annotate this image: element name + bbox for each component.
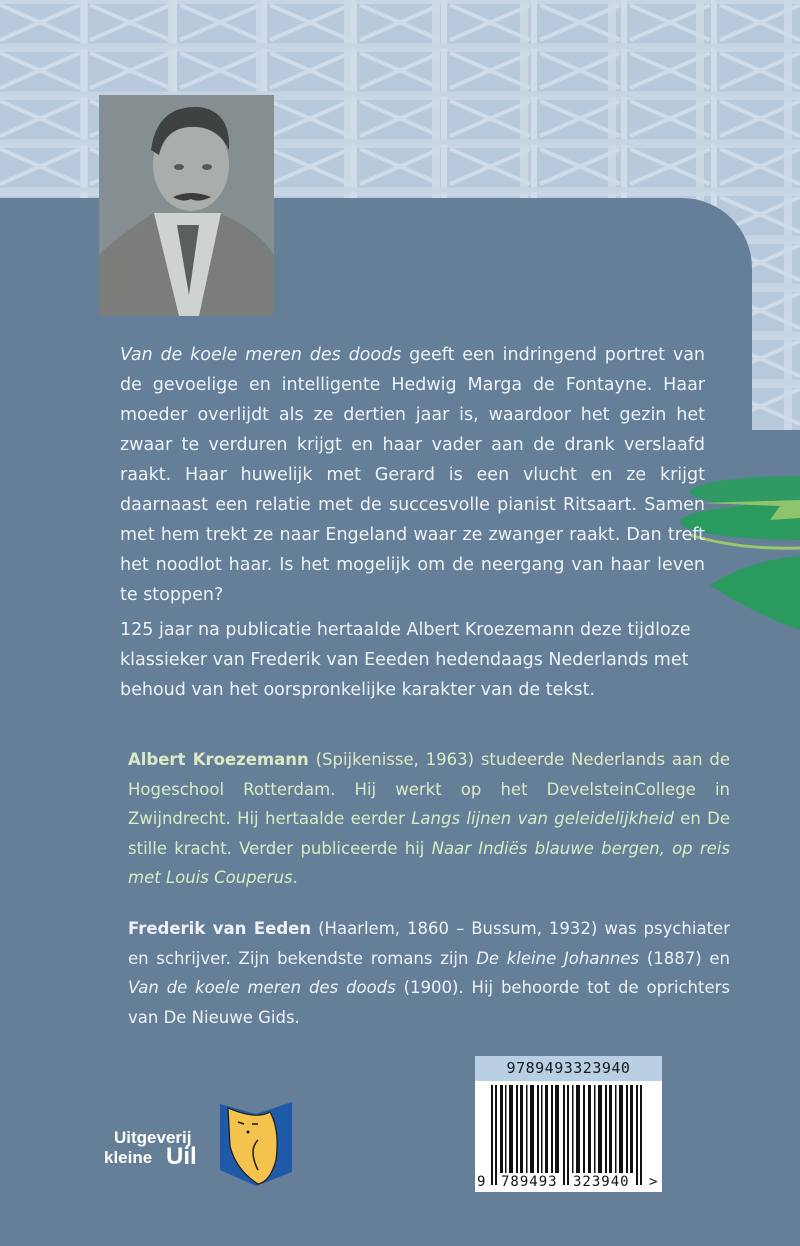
author-name: Frederik van Eeden (128, 919, 312, 938)
bio-text: (Spijkenisse, 1963) studeerde Nederlands aan de Hogeschool Rotterdam. Hij werkt op het DevelsteinCollege in Zwijndrecht. Hij hertaalde eerder (128, 750, 730, 828)
bio-text: (1887) en (639, 948, 730, 968)
work-title: De kleine Johannes (476, 948, 640, 968)
work-title: Van de koele meren des doods (128, 978, 396, 997)
publisher-line1: Uitgeverij (114, 1128, 192, 1147)
bio-text: (1900). Hij behoorde tot de oprichters van De Nieuwe Gids. (128, 978, 730, 1027)
barcode-digits-left: 789493 (501, 1174, 558, 1190)
blurb-paragraph-2: 125 jaar na publicatie hertaalde Albert Kroezemann deze tijdloze klassieker van Frederik van Eeeden hedendaags Nederlands met behoud van het oorspronkelijke karakter van de tekst. (120, 620, 691, 700)
publisher-line2a: kleine (104, 1148, 153, 1167)
author-portrait-photo (99, 95, 274, 316)
translator-name: Albert Kroezemann (128, 750, 309, 769)
barcode-digit: 9 (477, 1174, 486, 1190)
bio-text: en De stille kracht. Verder publiceerde hij (128, 809, 730, 858)
isbn-number: 9789493323940 (475, 1056, 662, 1081)
barcode-digits-right: 323940 (573, 1174, 630, 1190)
work-title: Naar Indiës blauwe bergen, op reis met Louis Couperus (128, 838, 730, 887)
translator-bio (128, 745, 730, 893)
bio-text: . (292, 868, 298, 887)
publisher-line2b: Uil (166, 1143, 197, 1170)
blurb-paragraph-1 (120, 340, 705, 610)
bio-text: (Haarlem, 1860 – Bussum, 1932) was psychiater en schrijver. Zijn bekendste romans zijn (128, 919, 730, 968)
isbn-barcode (475, 1056, 662, 1192)
author-bio (128, 914, 730, 1032)
owl-book-icon (218, 1100, 296, 1188)
barcode-arrow: > (649, 1174, 658, 1190)
blurb-text: geeft een indringend portret van de gevoelige en intelligente Hedwig Marga de Fontayne. Haar moeder overlijdt als ze dertien jaar is, waardoor het gezin het zwaar te verduren krijgt en haar vader aan de drank verslaafd raakt. Haar huwelijk met Gerard is een vlucht en ze krijgt daarnaast een relatie met de succesvolle pianist Ritsaart. Samen met hem trekt ze naar Engeland waar ze zwanger raakt. Dan treft het noodlot haar. Is het mogelijk om de neergang van haar leven te stoppen? (120, 345, 706, 605)
book-title-italic: Van de koele meren des doods (120, 345, 402, 365)
work-title: Langs lijnen van geleidelijkheid (411, 809, 674, 828)
